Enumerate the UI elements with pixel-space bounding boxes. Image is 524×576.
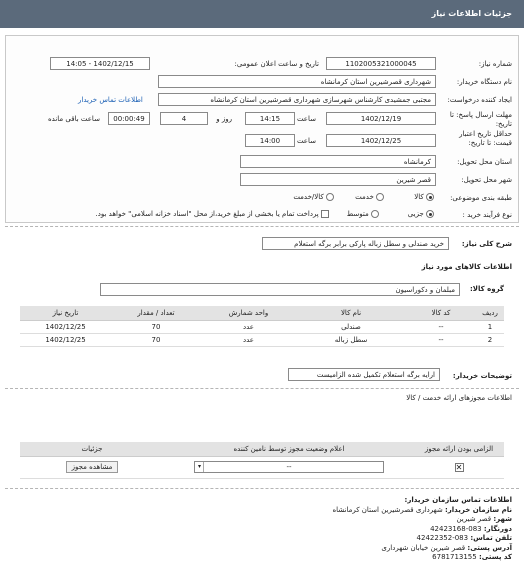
need-number-field: 1102005321000045 (326, 57, 436, 70)
buyer-notes-field: ارایه برگه استعلام تکمیل شده الزامیست (288, 368, 440, 381)
col-header: ردیف (476, 306, 504, 320)
permits-section-title: اطلاعات مجوزهای ارائه خدمت / کالا (406, 394, 512, 402)
contact-line: تلفن تماس: 083-42422352 (416, 534, 512, 542)
process-label: نوع فرآیند خرید : (462, 211, 512, 219)
radio-icon[interactable] (326, 193, 334, 201)
view-permit-button[interactable]: مشاهده مجوز (66, 461, 118, 473)
chevron-down-icon[interactable]: ▾ (196, 462, 204, 472)
contact-line: شهر: قصر شیرین (456, 515, 512, 523)
goods-table-header (20, 306, 504, 320)
goods-section-title: اطلاعات کالاهای مورد نیاز (421, 263, 512, 271)
radio-icon[interactable] (426, 210, 434, 218)
validity-time-field: 14:00 (245, 134, 295, 147)
permits-table (20, 442, 504, 479)
contact-line: آدرس پستی: قصر شیرین خیابان شهرداری (381, 543, 512, 552)
goods-group-label: گروه کالا: (469, 285, 504, 293)
validity-time-label: ساعت (296, 137, 316, 145)
divider (5, 226, 519, 227)
status-cell (164, 456, 414, 478)
buyer-contact-link[interactable]: اطلاعات تماس خریدار (78, 96, 143, 104)
need-number-label: شماره نیاز: (478, 60, 512, 68)
divider (5, 488, 519, 489)
permits-table-header (20, 442, 504, 456)
radio-icon[interactable] (371, 210, 379, 218)
creator-label: ایجاد کننده درخواست: (447, 96, 512, 104)
category-option-service[interactable]: خدمت (355, 193, 384, 201)
creator-field: مجتبی جمشیدی کارشناس شهرسازی شهرداری قصرشیرین استان کرمانشاه (158, 93, 436, 106)
radio-icon[interactable] (426, 193, 434, 201)
deadline-time-label: ساعت (296, 115, 316, 123)
details-cell (20, 456, 164, 478)
radio-icon[interactable] (376, 193, 384, 201)
col-header: کد کالا (406, 306, 476, 320)
buyer-contact-block (333, 496, 513, 563)
row-number: 1 (476, 320, 504, 333)
item-code: -- (406, 320, 476, 333)
deadline-date-field: 1402/12/19 (326, 112, 436, 125)
validity-date-label: قیمت: تا تاریخ: (468, 139, 512, 147)
col-header: تعداد / مقدار (111, 306, 201, 320)
city-label: شهر محل تحویل: (461, 176, 512, 184)
process-option-minor[interactable]: جزیی (408, 210, 434, 218)
item-name: صندلی (296, 320, 406, 333)
unchecked-box-icon: ✕ (455, 462, 463, 472)
row-number: 2 (476, 333, 504, 346)
contact-title: اطلاعات تماس سازمان خریدار: (404, 496, 512, 504)
col-header: جزئیات (20, 442, 164, 456)
deadline-date-label: تاریخ: (495, 120, 512, 128)
goods-group-field: مبلمان و دکوراسیون (100, 283, 460, 296)
item-unit: عدد (201, 333, 296, 346)
item-code: -- (406, 333, 476, 346)
item-qty: 70 (111, 333, 201, 346)
col-header: اعلام وضعیت مجوز توسط نامین کننده (164, 442, 414, 456)
permit-status-select[interactable]: -- ▾ (194, 461, 384, 473)
item-name: سطل زباله (296, 333, 406, 346)
item-date: 1402/12/25 (20, 333, 111, 346)
col-header: تاریخ نیاز (20, 306, 111, 320)
announce-field: 1402/12/15 - 14:05 (50, 57, 150, 70)
validity-date-field: 1402/12/25 (326, 134, 436, 147)
page-title: جزئیات اطلاعات نیاز (431, 9, 512, 18)
table-row (20, 456, 504, 478)
buyer-field: شهرداری قصرشیرین استان کرمانشاه (158, 75, 436, 88)
province-label: استان محل تحویل: (457, 158, 512, 166)
deadline-label: مهلت ارسال پاسخ: تا (449, 111, 512, 119)
category-option-both[interactable]: کالا/خدمت (293, 193, 334, 201)
buyer-label: نام دستگاه خریدار: (456, 78, 512, 86)
contact-line: دورنگار: 083-42423168 (430, 524, 512, 533)
col-header: واحد شمارش (201, 306, 296, 320)
item-qty: 70 (111, 320, 201, 333)
city-field: قصر شیرین (240, 173, 436, 186)
table-row (20, 333, 504, 346)
item-unit: عدد (201, 320, 296, 333)
announce-label: تاریخ و ساعت اعلان عمومی: (234, 60, 319, 68)
goods-table (20, 306, 504, 347)
divider (5, 388, 519, 389)
remaining-label: ساعت باقی مانده (48, 115, 100, 123)
category-option-goods[interactable]: کالا (414, 193, 434, 201)
validity-label: حداقل تاریخ اعتبار (459, 130, 512, 138)
remaining-field: 00:00:49 (108, 112, 150, 125)
treasury-payment-option[interactable]: پرداخت تمام یا بخشی از مبلغ خرید،از محل "اسناد خزانه اسلامی" خواهد بود. (96, 210, 329, 218)
required-cell (414, 456, 504, 478)
category-label: طبقه بندی موضوعی: (450, 194, 512, 202)
days-label: روز و (216, 115, 232, 123)
summary-label: شرح کلی نیاز: (461, 240, 512, 248)
process-option-medium[interactable]: متوسط (347, 210, 379, 218)
checkbox-icon[interactable] (321, 210, 329, 218)
page-header (0, 0, 524, 28)
table-row (20, 320, 504, 333)
col-header: الزامی بودن ارائه مجوز (414, 442, 504, 456)
col-header: نام کالا (296, 306, 406, 320)
buyer-notes-label: توضیحات خریدار: (452, 372, 512, 380)
province-field: کرمانشاه (240, 155, 436, 168)
contact-line: کد پستی: 6781713155 (432, 553, 512, 561)
summary-field: خرید صندلی و سطل زباله پارکی برابر برگه استعلام (262, 237, 449, 250)
days-field: 4 (160, 112, 208, 125)
item-date: 1402/12/25 (20, 320, 111, 333)
contact-line: نام سازمان خریدار: شهرداری قصرشیرین استان کرمانشاه (332, 505, 512, 514)
deadline-time-field: 14:15 (245, 112, 295, 125)
